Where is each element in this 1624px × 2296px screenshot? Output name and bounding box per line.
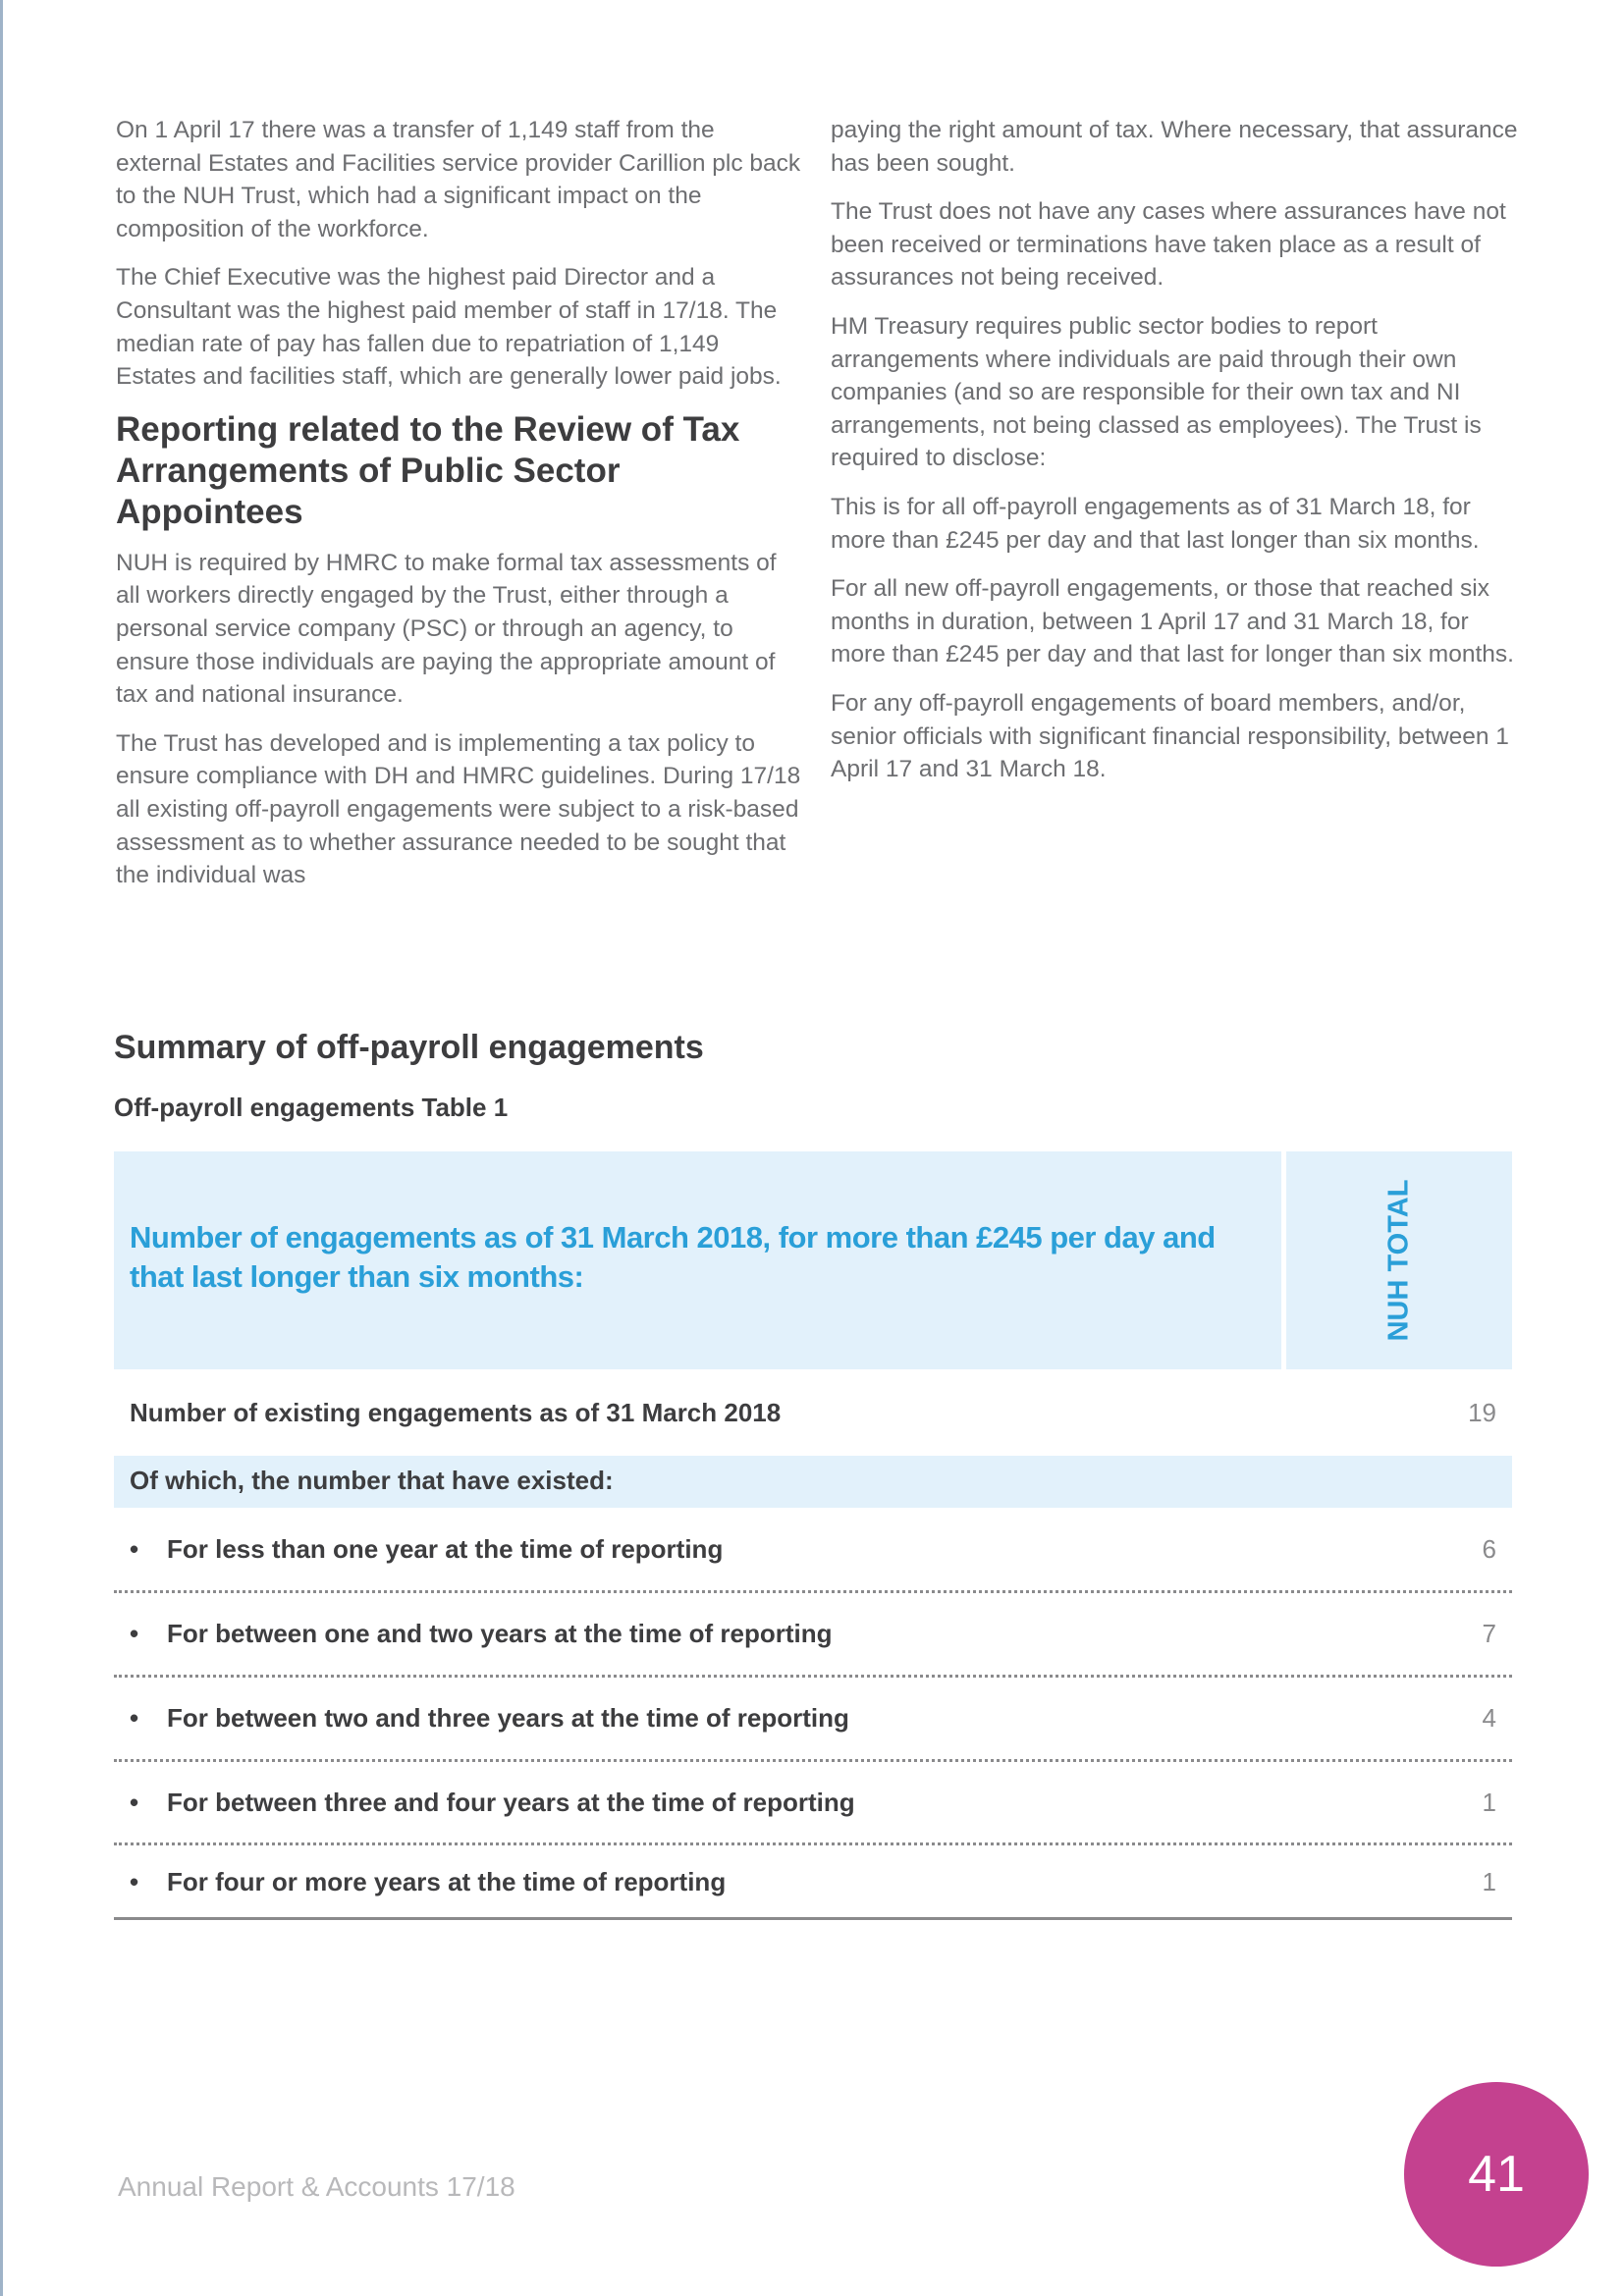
- row-label: For less than one year at the time of reporting: [167, 1534, 724, 1564]
- page-edge: [0, 0, 3, 2296]
- row-divider: [114, 1759, 1512, 1762]
- row-value: 6: [1482, 1534, 1496, 1564]
- row-divider: [114, 1842, 1512, 1845]
- row-value: 1: [1482, 1788, 1496, 1817]
- summary-title: Summary of off-payroll engagements: [114, 1029, 704, 1066]
- row-divider: [114, 1675, 1512, 1678]
- left-column: [116, 114, 803, 908]
- page-number-badge: 41: [1404, 2082, 1589, 2267]
- paragraph: The Chief Executive was the highest paid Director and a Consultant was the highest paid member of staff in 17/18. The median rate of pay has fallen due to repatriation of 1,149 Estates and facilities staff, which are generally lower paid jobs.: [116, 264, 782, 391]
- paragraph: HM Treasury requires public sector bodies to report arrangements where individuals are paid through their own companies (and so are responsible for their own tax and NI arrangements, not being classed as employees). The Trust is required to disclose:: [831, 312, 1482, 472]
- paragraph: For any off-payroll engagements of board members, and/or, senior officials with significant financial responsibility, between 1 April 17 and 31 March 18.: [831, 689, 1509, 783]
- bullet-icon: •: [130, 1619, 139, 1648]
- paragraph: This is for all off-payroll engagements as of 31 March 18, for more than £245 per day and that last longer than six months.: [831, 493, 1480, 554]
- paragraph: For all new off-payroll engagements, or those that reached six months in duration, between 1 April 17 and 31 March 18, for more than £245 per day and that last for longer than six months.: [831, 575, 1514, 668]
- subheader-label: Of which, the number that have existed:: [130, 1466, 614, 1495]
- section-heading: Reporting related to the Review of Tax Arrangements of Public Sector Appointees: [116, 409, 740, 531]
- bullet-icon: •: [130, 1703, 139, 1733]
- row-value: 1: [1482, 1867, 1496, 1896]
- table-header-text: Number of engagements as of 31 March 2018, for more than £245 per day and that last longer than six months:: [130, 1220, 1216, 1294]
- right-column: [831, 114, 1518, 802]
- paragraph: paying the right amount of tax. Where necessary, that assurance has been sought.: [831, 117, 1518, 177]
- table-header-total: [1286, 1151, 1512, 1369]
- row-divider: [114, 1590, 1512, 1593]
- footer-text: Annual Report & Accounts 17/18: [118, 2171, 515, 2202]
- row-label: For between one and two years at the time of reporting: [167, 1619, 833, 1648]
- row-label: For between two and three years at the time of reporting: [167, 1703, 849, 1733]
- row-value: 7: [1482, 1619, 1496, 1648]
- paragraph: The Trust has developed and is implementing a tax policy to ensure compliance with DH and HMRC guidelines. During 17/18 all existing off-payroll engagements were subject to a risk-based assessment as to whether assurance needed to be sought that the individual was: [116, 729, 801, 889]
- table-title: Off-payroll engagements Table 1: [114, 1093, 509, 1122]
- row-value: 19: [1468, 1398, 1496, 1427]
- row-label: Number of existing engagements as of 31 March 2018: [130, 1398, 782, 1427]
- table-subheader: [114, 1456, 1512, 1508]
- row-label: For four or more years at the time of reporting: [167, 1867, 727, 1896]
- bullet-icon: •: [130, 1867, 139, 1896]
- row-label: For between three and four years at the time of reporting: [167, 1788, 855, 1817]
- bullet-icon: •: [130, 1534, 139, 1564]
- paragraph: The Trust does not have any cases where assurances have not been received or terminations have taken place as a result of assurances not being received.: [831, 198, 1506, 292]
- nuh-total-label: NUH TOTAL: [1382, 1179, 1415, 1342]
- bullet-icon: •: [130, 1788, 139, 1817]
- paragraph: On 1 April 17 there was a transfer of 1,149 staff from the external Estates and Facilities service provider Carillion plc back to the NUH Trust, which had a significant impact on the composition of the workforce.: [116, 117, 801, 242]
- table-header: [114, 1151, 1281, 1369]
- paragraph: NUH is required by HMRC to make formal tax assessments of all workers directly engaged by the Trust, either through a personal service company (PSC) or through an agency, to ensure those individuals are paying the appropriate amount of tax and national insurance.: [116, 549, 777, 709]
- row-value: 4: [1482, 1703, 1496, 1733]
- table-bottom-rule: [114, 1917, 1512, 1920]
